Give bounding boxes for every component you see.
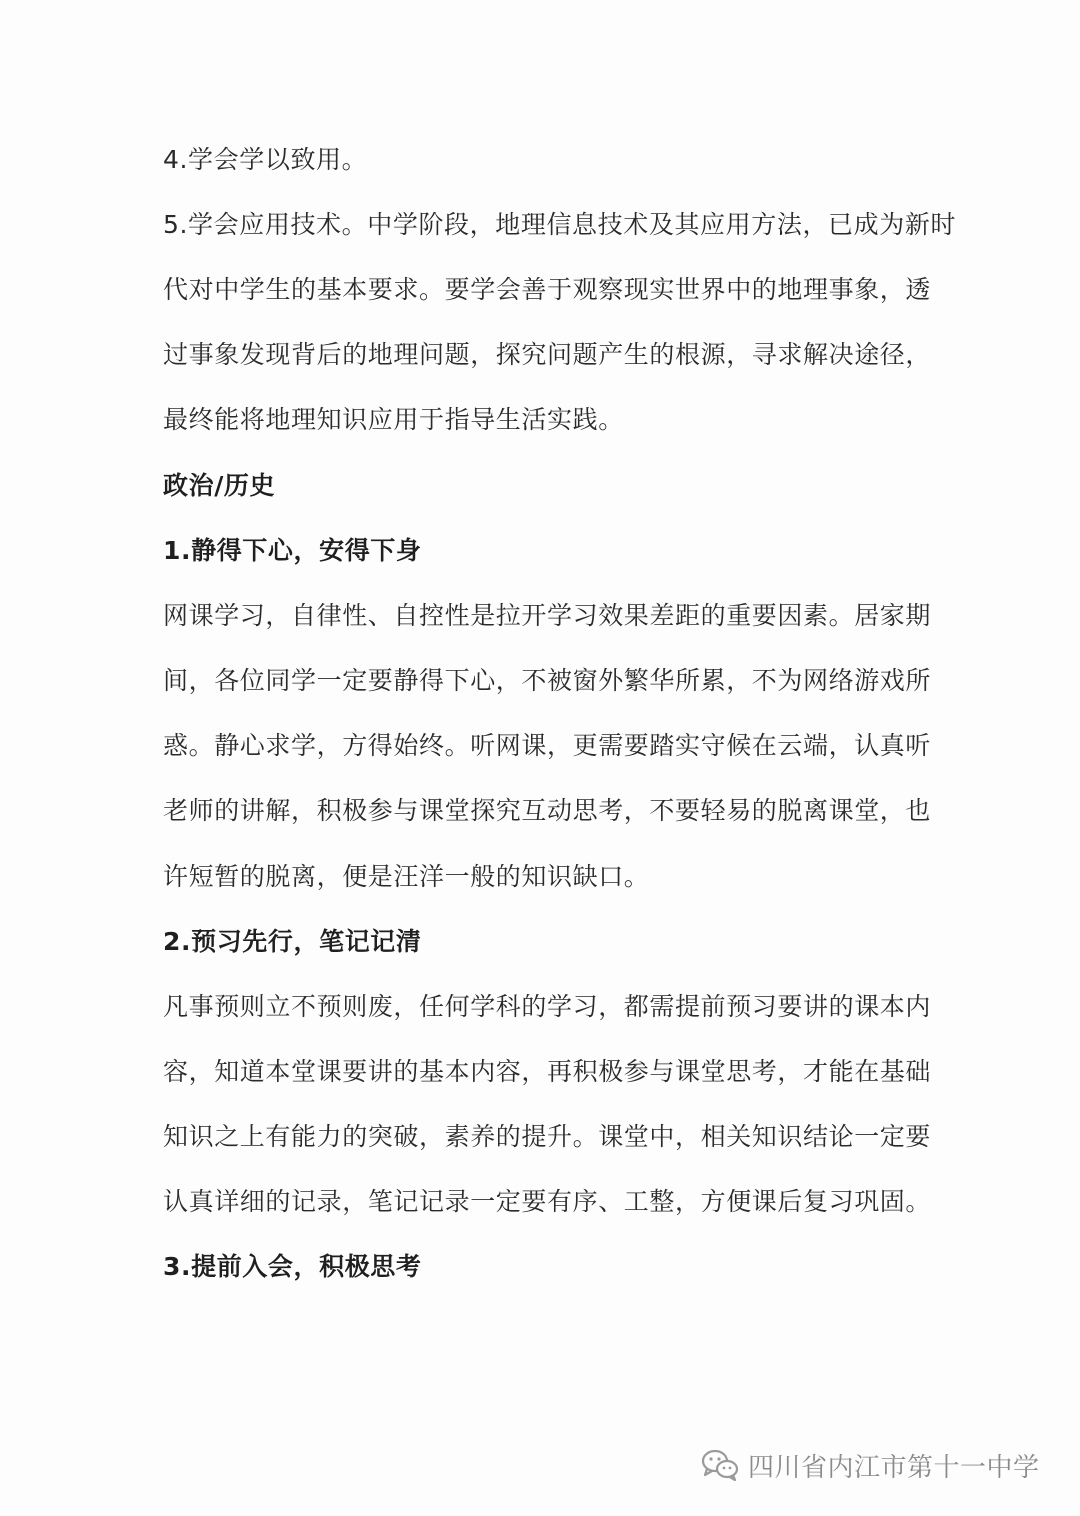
paragraph-line: 凡事预则立不预则废，任何学科的学习，都需提前预习要讲的课本内: [163, 992, 932, 1021]
paragraph-line: 5.学会应用技术。中学阶段，地理信息技术及其应用方法，已成为新时: [163, 210, 957, 239]
wechat-icon: [700, 1448, 740, 1482]
paragraph-line: 间，各位同学一定要静得下心，不被窗外繁华所累，不为网络游戏所: [163, 666, 932, 695]
paragraph-line: 代对中学生的基本要求。要学会善于观察现实世界中的地理事象，透: [163, 275, 932, 304]
paragraph-line: 最终能将地理知识应用于指导生活实践。: [163, 405, 624, 434]
watermark-text: 四川省内江市第十一中学: [748, 1452, 1040, 1483]
paragraph-line: 认真详细的记录，笔记记录一定要有序、工整，方便课后复习巩固。: [163, 1187, 932, 1216]
paragraph-line: 过事象发现背后的地理问题，探究问题产生的根源，寻求解决途径，: [163, 340, 932, 369]
paragraph-line: 惑。静心求学，方得始终。听网课，更需要踏实守候在云端，认真听: [163, 731, 932, 760]
subsection-heading: 2.预习先行，笔记记清: [163, 927, 422, 956]
subsection-heading: 1.静得下心，安得下身: [163, 536, 422, 565]
paragraph-line: 知识之上有能力的突破，素养的提升。课堂中，相关知识结论一定要: [163, 1122, 932, 1151]
paragraph-line: 网课学习，自律性、自控性是拉开学习效果差距的重要因素。居家期: [163, 601, 932, 630]
paragraph-line: 容，知道本堂课要讲的基本内容，再积极参与课堂思考，才能在基础: [163, 1057, 932, 1086]
watermark: [700, 1445, 1040, 1485]
section-heading: 政治/历史: [163, 471, 276, 500]
paragraph-line: 老师的讲解，积极参与课堂探究互动思考，不要轻易的脱离课堂，也: [163, 796, 932, 825]
subsection-heading: 3.提前入会，积极思考: [163, 1252, 422, 1281]
paragraph-line: 4.学会学以致用。: [163, 145, 368, 174]
paragraph-line: 许短暂的脱离，便是汪洋一般的知识缺口。: [163, 862, 650, 891]
